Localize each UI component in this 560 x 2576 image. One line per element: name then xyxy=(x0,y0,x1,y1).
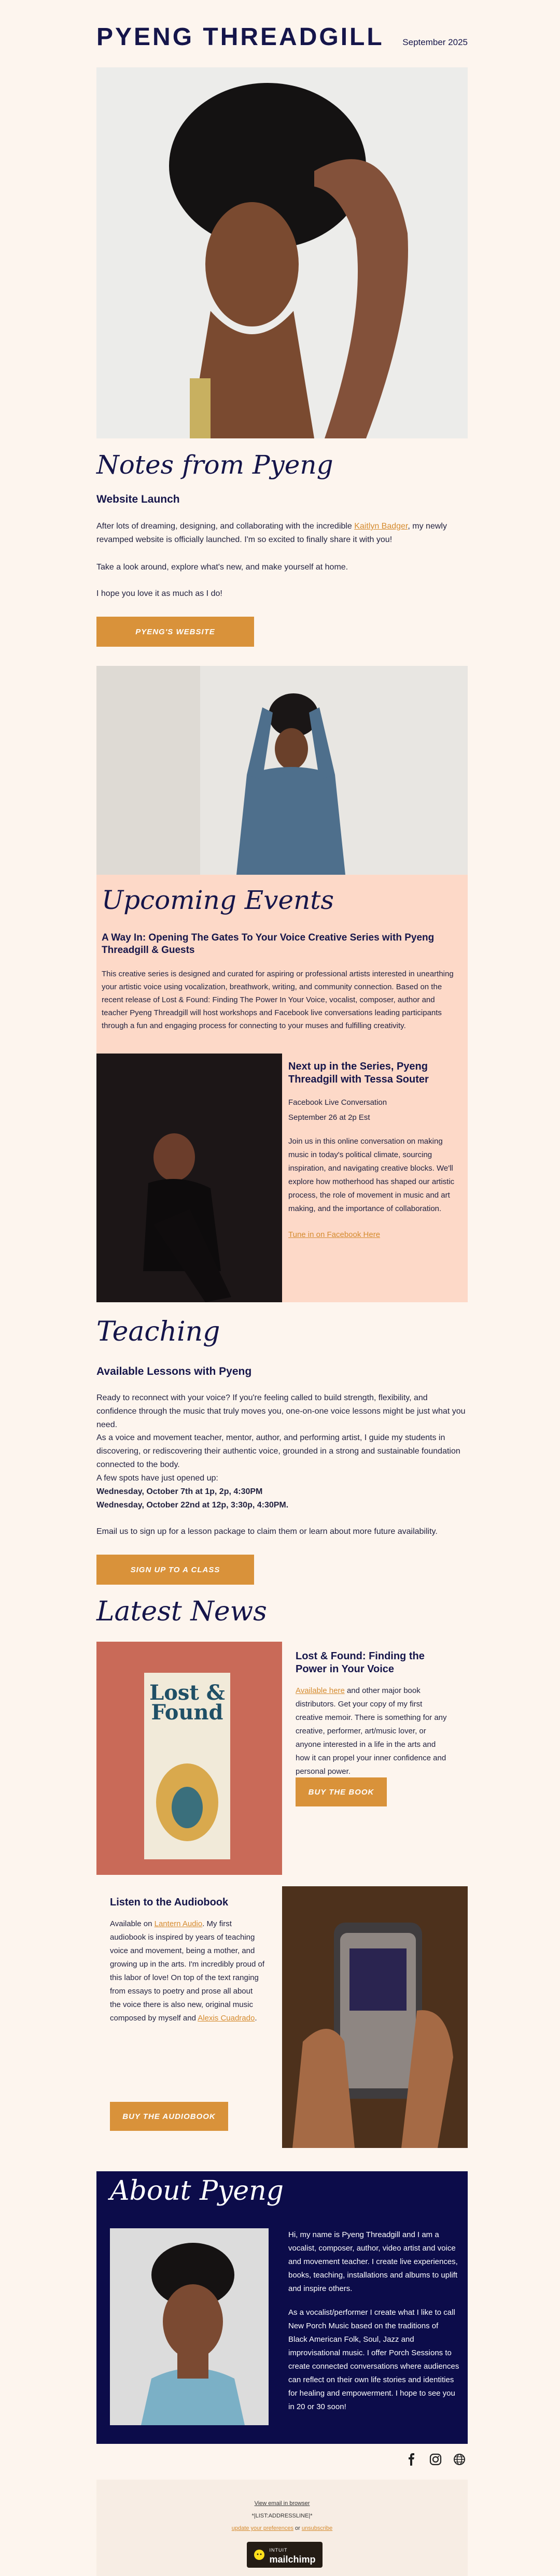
facebook-icon[interactable] xyxy=(404,2452,419,2467)
event-guest-photo xyxy=(96,1054,282,1302)
social-links xyxy=(404,2452,467,2467)
alexis-cuadrado-link[interactable]: Alexis Cuadrado xyxy=(198,2014,255,2023)
buy-book-button[interactable]: BUY THE BOOK xyxy=(296,1777,387,1806)
hero-portrait-photo xyxy=(96,67,468,438)
audiobook-phone-photo xyxy=(282,1886,468,2148)
next-event-date: September 26 at 2p Est xyxy=(288,1113,370,1122)
book-available-link[interactable]: Available here xyxy=(296,1686,345,1695)
mailchimp-badge[interactable] xyxy=(247,2542,323,2568)
book-cover-photo xyxy=(96,1642,282,1875)
news-heading: Latest News xyxy=(96,1596,267,1627)
lantern-audio-link[interactable]: Lantern Audio xyxy=(154,1919,203,1928)
kaitlyn-badger-link[interactable]: Kaitlyn Badger xyxy=(354,522,408,531)
issue-date: September 2025 xyxy=(402,37,468,47)
events-heading: Upcoming Events xyxy=(102,885,334,915)
lesson-slot-1: Wednesday, October 7th at 1p, 2p, 4:30PM xyxy=(96,1487,263,1496)
book-title: Lost & Found: Finding the Power in Your Voice xyxy=(296,1650,425,1675)
mailchimp-label: mailchimp xyxy=(269,2554,316,2565)
mailing-address: *|LIST:ADDRESSLINE|* xyxy=(251,2513,313,2519)
teaching-paragraph-3: A few spots have just opened up: xyxy=(96,1474,218,1483)
next-event-description: Join us in this online conversation on making music in today's political climate, sourcing inspiration, and navigating creative blocks. We'll explore how motherhood has shaped our artistic process, the role of movement in music and art making, and the importance of collaboration. xyxy=(288,1137,455,1213)
audiobook-description xyxy=(110,1917,265,2025)
sign-up-class-button[interactable]: SIGN UP TO A CLASS xyxy=(96,1555,254,1585)
notes-paragraph-3: I hope you love it as much as I do! xyxy=(96,589,222,598)
notes-text: , my newly revamped website is officially launched. I'm so excited to finally share it with you! xyxy=(96,522,447,544)
lessons-heading: Available Lessons with Pyeng xyxy=(96,1365,252,1377)
about-portrait-photo xyxy=(110,2228,269,2425)
buy-audiobook-button[interactable]: BUY THE AUDIOBOOK xyxy=(110,2102,228,2131)
audio-text: . xyxy=(255,2014,257,2023)
mailchimp-logo-icon xyxy=(254,2549,265,2560)
notes-paragraph-2: Take a look around, explore what's new, and make yourself at home. xyxy=(96,563,348,572)
series-title: A Way In: Opening The Gates To Your Voice Creative Series with Pyeng Threadgill & Guests xyxy=(102,932,435,956)
about-paragraph-1: Hi, my name is Pyeng Threadgill and I am a vocalist, composer, author, video artist and voice and movement teacher. I create live experiences, books, teaching, installations and albums to uplift and inspire others. xyxy=(288,2230,458,2293)
next-event-type: Facebook Live Conversation xyxy=(288,1098,387,1107)
next-event-title: Next up in the Series, Pyeng Threadgill with Tessa Souter xyxy=(288,1061,429,1085)
book-description xyxy=(296,1684,451,1778)
book-text: and other major book distributors. Get your copy of my first creative memoir. There is something for any creative, performer, art/music lover, or anyone interested in a life in the arts and how it can propel your inner confidence and personal power. xyxy=(296,1686,447,1776)
notes-heading: Notes from Pyeng xyxy=(96,450,333,480)
events-photo xyxy=(96,666,468,875)
email-footer xyxy=(96,2480,468,2576)
audio-text: . My first audiobook is inspired by years of teaching voice and movement, being a mother, and growing up in the arts. I'm incredibly proud of this labor of love! On top of the text ranging from essays to poetry and prose all about the voice there is also new, original music composed by myself and xyxy=(110,1919,265,2023)
website-launch-heading: Website Launch xyxy=(96,493,180,505)
globe-icon[interactable] xyxy=(452,2452,467,2467)
update-preferences-link[interactable]: update your preferences xyxy=(231,2525,293,2531)
unsubscribe-link[interactable]: unsubscribe xyxy=(301,2525,333,2531)
audio-text: Available on xyxy=(110,1919,155,1928)
series-description: This creative series is designed and curated for aspiring or professional artists interested in unearthing your artistic voice using vocalization, breathwork, writing, and community connection. Based on the recent release of Lost & Found: Finding The Power In Your Voice, vocalist, composer, author and teacher Pyeng Threadgill will host workshops and Facebook live conversations leading participants through a fun and engaging process for connecting to your muses and fulfilling creativity. xyxy=(102,970,454,1030)
book-cover-title-line2: Found xyxy=(151,1700,223,1725)
audiobook-title: Listen to the Audiobook xyxy=(110,1897,229,1908)
teaching-heading: Teaching xyxy=(96,1316,220,1347)
facebook-live-link[interactable]: Tune in on Facebook Here xyxy=(288,1230,381,1239)
mailchimp-intuit-label: INTUIT xyxy=(269,2547,288,2553)
website-button[interactable]: PYENG'S WEBSITE xyxy=(96,617,254,647)
view-in-browser-link[interactable]: View email in browser xyxy=(254,2500,310,2507)
teaching-paragraph-1: Ready to reconnect with your voice? If you're feeling called to build strength, flexibility, and confidence through the music that truly moves you, one-on-one voice lessons might be just what you need. xyxy=(96,1393,466,1429)
notes-text: After lots of dreaming, designing, and collaborating with the incredible xyxy=(96,522,355,531)
about-heading: About Pyeng xyxy=(110,2175,284,2207)
about-paragraph-2: As a vocalist/performer I create what I like to call New Porch Music based on the traditions of Black American Folk, Soul, Jazz and improvisational music. I offer Porch Sessions to create connected conversations where audiences can reflect on their own life stories and identities for healing and empowerment. I hope to see you in 20 or 30 soon! xyxy=(288,2308,459,2411)
teaching-paragraph-4: Email us to sign up for a lesson package to claim them or learn about more future availability. xyxy=(96,1527,438,1536)
teaching-paragraph-2: As a voice and movement teacher, mentor, author, and performing artist, I guide my students in discovering, or rediscovering their authentic voice, grounded in a strong and sustainable foundation connected to the body. xyxy=(96,1433,460,1469)
notes-paragraph-1 xyxy=(96,520,468,547)
book-cover-title-line1: Lost & xyxy=(149,1681,225,1705)
instagram-icon[interactable] xyxy=(428,2452,443,2467)
brand-title: PYENG THREADGILL xyxy=(96,23,384,51)
lesson-slot-2: Wednesday, October 22nd at 12p, 3:30p, 4:30PM. xyxy=(96,1501,289,1510)
or-text: or xyxy=(293,2525,302,2531)
preferences-line xyxy=(96,2525,468,2531)
